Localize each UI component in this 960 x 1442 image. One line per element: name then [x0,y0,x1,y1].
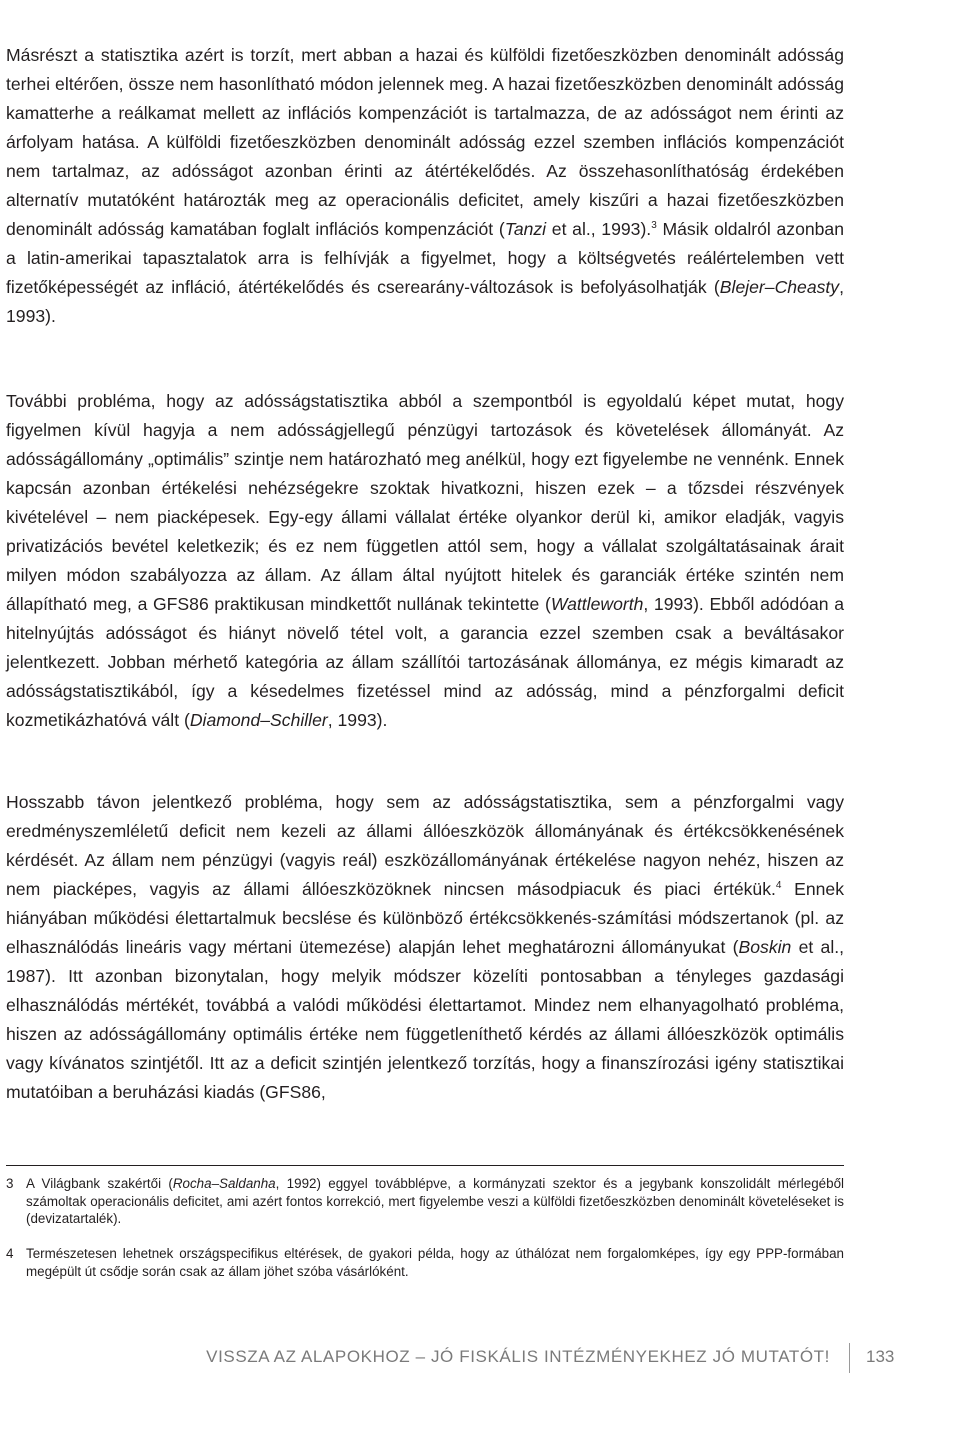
text-run: Ennek hiányában működési élettartalmuk becslése és különböző értékcsökkenés-számítási módszertanok (pl. az elhasználódás lineáris vagy mértani ütemezése) alapján lehet meghatározni állományukat ( [6,879,844,957]
footnote-4 [6,1245,844,1280]
citation-author: Boskin [738,937,792,957]
text-run: , 1993). Ebből adódóan a hitelnyújtás adósságot és hiányt növelő tétel volt, a garancia ezzel szemben csak a beváltásakor jelentkezett. Jobban mérhető kategória az állam szállítói tartozásának állománya, ez mégis kimaradt az adósságstatisztikából, így a késedelmes fizetéssel mind az adósság, mind a pénzforgalmi deficit kozmetikázhatóvá vált ( [6,594,844,730]
page-number: 133 [866,1347,895,1366]
running-footer-title: VISSZA AZ ALAPOKHOZ – JÓ FISKÁLIS INTÉZMÉNYEKHEZ JÓ MUTATÓT! [206,1347,830,1366]
footnote-number: 3 [6,1176,14,1191]
text-run: További probléma, hogy az adósságstatisztika abból a szempontból is egyoldalú képet mutat, hogy figyelmen kívül hagyja a nem adósságjellegű pénzügyi tartozások és követelések állományát. Az adósságállomány „optimális” szintje nem határozható meg anélkül, hogy ezt figyelembe ne vennénk. Ennek kapcsán azonban értékelési nehézségekre szoktak hivatkozni, hiszen ezek – a tőzsdei részvények kivételével – nem piacképesek. Egy-egy állami vállalat értéke olyankor derül ki, amikor eladják, vagyis privatizációs bevétel keletkezik; és ez nem független attól sem, hogy a vállalat szolgáltatásainak árait milyen módon szabályozza az állam. Az állam által nyújtott hitelek és garanciák értéke szintén nem állapítható meg, a GFS86 praktikusan mindkettőt nullának tekintette ( [6,391,844,614]
text-run: , 1993). [6,277,844,326]
text-run: , 1992) eggyel továbblépve, a kormányzati szektor és a jegybank konszolidált mérlegéből számoltak operacionális deficitet, ami azért fontos korrekció, mert figyelembe veszi a külföldi fizetőeszközben denominált követeléseket is (devizatartalék). [26,1176,844,1226]
footnote-separator-rule [6,1165,844,1166]
footnote-number: 4 [6,1246,14,1261]
text-run: Hosszabb távon jelentkező probléma, hogy sem az adósságstatisztika, sem a pénzforgalmi vagy eredményszemléletű deficit nem kezeli az állami állóeszközök állományának és értékcsökkenésének kérdését. Az állam nem pénzügyi (vagyis reál) eszközállományának értékelése nagyon nehéz, hiszen az nem piacképes, vagyis az állami állóeszközöknek nincsen másodpiacuk és piaci értékük. [6,792,844,899]
citation-author: Rocha–Saldanha [172,1176,276,1191]
body-paragraph-3 [6,788,844,1107]
text-run: A Világbank szakértői ( [26,1176,173,1191]
footnote-reference: 4 [775,880,782,892]
footnote-3 [6,1175,844,1228]
citation-author: Wattleworth [550,594,644,614]
text-run: Másik oldalról azonban a latin-amerikai tapasztalatok arra is felhívják a figyelmet, hogy a költségvetés reálértelemben vett fizetőképességét az infláció, átértékelődés és cserearány-változások is befolyásolhatják ( [6,219,844,297]
body-paragraph-1 [6,41,844,331]
citation-author: Tanzi [504,219,547,239]
citation-author: Diamond–Schiller [189,710,328,730]
footnote-reference: 3 [651,220,657,232]
body-paragraph-2 [6,387,844,735]
text-run: et al., 1987). Itt azonban bizonytalan, hogy melyik módszer közelíti pontosabban a tényleges gazdasági elhasználódás mértékét, továbbá a valódi működési élettartamot. Mindez nem elhanyagolható probléma, hiszen az adósságállomány optimális értéke nem függetleníthető kérdés az állami állóeszközök optimális vagy kívánatos szintjétől. Itt az a deficit szintjén jelentkező torzítás, hogy a finanszírozási igény statisztikai mutatóiban a beruházási kiadás (GFS86, [6,937,845,1102]
text-run: , 1993). [327,710,388,730]
footnote-text [26,1245,844,1280]
text-run: Másrészt a statisztika azért is torzít, mert abban a hazai és külföldi fizetőeszközben denominált adósság terhei eltérően, össze nem hasonlítható módon jelennek meg. A hazai fizetőeszközben denominált adósság kamatterhe a reálkamat mellett az inflációs kompenzációt is tartalmazza, de az adósságot nem érinti az árfolyam hatása. A külföldi fizetőeszközben denominált adósság ezzel szemben inflációs kompenzációt nem tartalmaz, az adósságot azonban érinti az átértékelődés. Az összehasonlíthatóság érdekében alternatív mutatóként határozták meg az operacionális deficitet, amely kiszűri a hazai fizetőeszközben denominált adósság kamatában foglalt inflációs kompenzációt ( [6,45,844,239]
footer-divider [849,1343,850,1373]
text-run: et al., 1993). [546,219,652,239]
text-run: Természetesen lehetnek országspecifikus eltérések, de gyakori példa, hogy az úthálózat nem forgalomképes, így egy PPP-formában megépült út csődje során csak az állam jöhet szóba vásárlóként. [26,1246,844,1279]
footnote-text [26,1175,844,1228]
citation-author: Blejer–Cheasty [719,277,840,297]
